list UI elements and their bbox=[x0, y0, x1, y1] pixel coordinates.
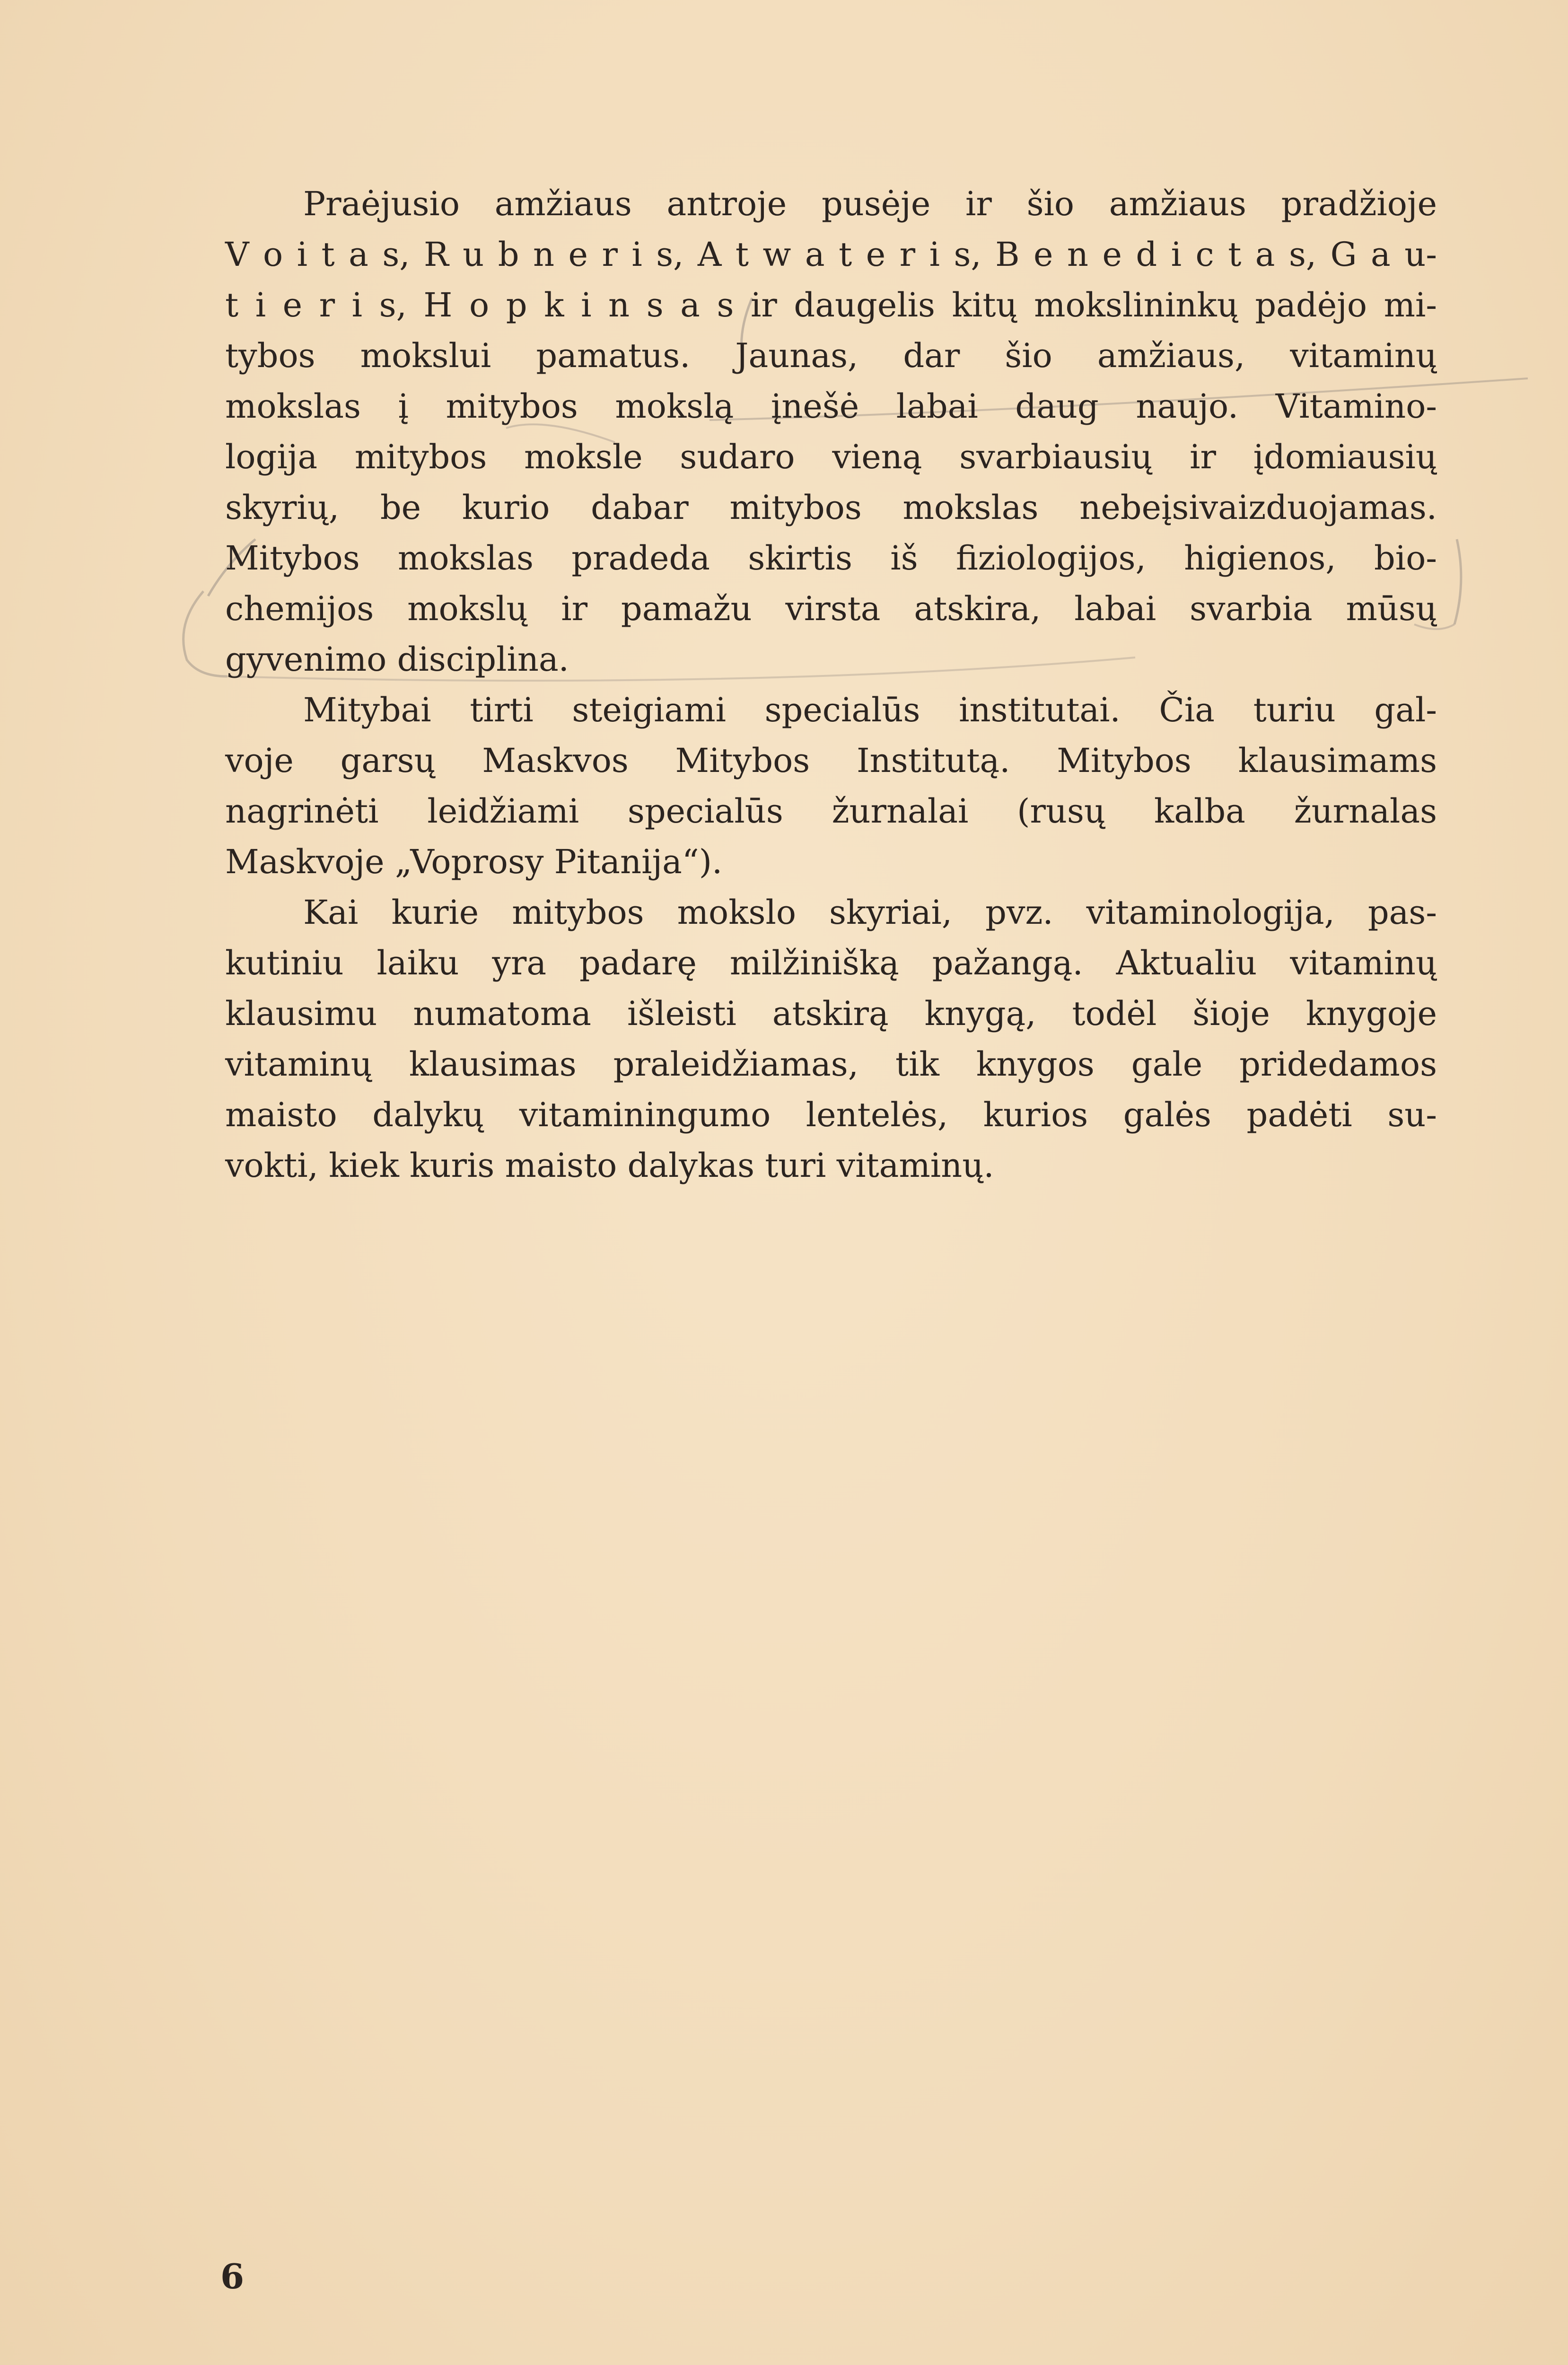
text-line: Praėjusio amžiaus antroje pusėje ir šio amžiaus pradžioje bbox=[303, 184, 1437, 223]
text-line: Maskvoje „Voprosy Pitanija“). bbox=[225, 842, 723, 881]
text-line: gyvenimo disciplina. bbox=[225, 640, 569, 679]
text-line: V o i t a s, R u b n e r i s, A t w a t e r i s, B e n e d i c t a s, G a u- bbox=[225, 235, 1437, 274]
text-line: tybos mokslui pamatus. Jaunas, dar šio amžiaus, vitaminų bbox=[225, 336, 1437, 375]
paragraph-3 bbox=[225, 887, 1437, 1191]
text-line: kutiniu laiku yra padarę milžinišką pažangą. Aktualiu vitaminų bbox=[225, 944, 1437, 982]
text-line: Kai kurie mitybos mokslo skyriai, pvz. vitaminologija, pas- bbox=[303, 893, 1437, 932]
page-number: 6 bbox=[220, 2256, 245, 2296]
text-line: voje garsų Maskvos Mitybos Institutą. Mitybos klausimams bbox=[225, 741, 1437, 780]
paragraph-1 bbox=[225, 179, 1437, 685]
body-text bbox=[225, 179, 1437, 1191]
text-line: vitaminų klausimas praleidžiamas, tik knygos gale pridedamos bbox=[225, 1045, 1437, 1084]
text-line: vokti, kiek kuris maisto dalykas turi vitaminų. bbox=[225, 1146, 994, 1185]
text-line: klausimu numatoma išleisti atskirą knygą, todėl šioje knygoje bbox=[225, 994, 1437, 1033]
text-line: Mitybos mokslas pradeda skirtis iš fiziologijos, higienos, bio- bbox=[225, 539, 1437, 578]
text-line: t i e r i s, H o p k i n s a s ir daugelis kitų mokslininkų padėjo mi- bbox=[225, 286, 1437, 324]
text-line: logija mitybos moksle sudaro vieną svarbiausių ir įdomiausių bbox=[225, 438, 1437, 476]
text-line: skyrių, be kurio dabar mitybos mokslas nebeįsivaizduojamas. bbox=[225, 488, 1437, 527]
text-line: Mitybai tirti steigiami specialūs institutai. Čia turiu gal- bbox=[303, 691, 1437, 729]
text-line: chemijos mokslų ir pamažu virsta atskira, labai svarbia mūsų bbox=[225, 589, 1437, 628]
text-line: nagrinėti leidžiami specialūs žurnalai (rusų kalba žurnalas bbox=[225, 792, 1437, 831]
text-line: maisto dalykų vitaminingumo lentelės, kurios galės padėti su- bbox=[225, 1095, 1437, 1134]
paragraph-2 bbox=[225, 685, 1437, 887]
text-line: mokslas į mitybos mokslą įnešė labai daug naujo. Vitamino- bbox=[225, 387, 1437, 426]
